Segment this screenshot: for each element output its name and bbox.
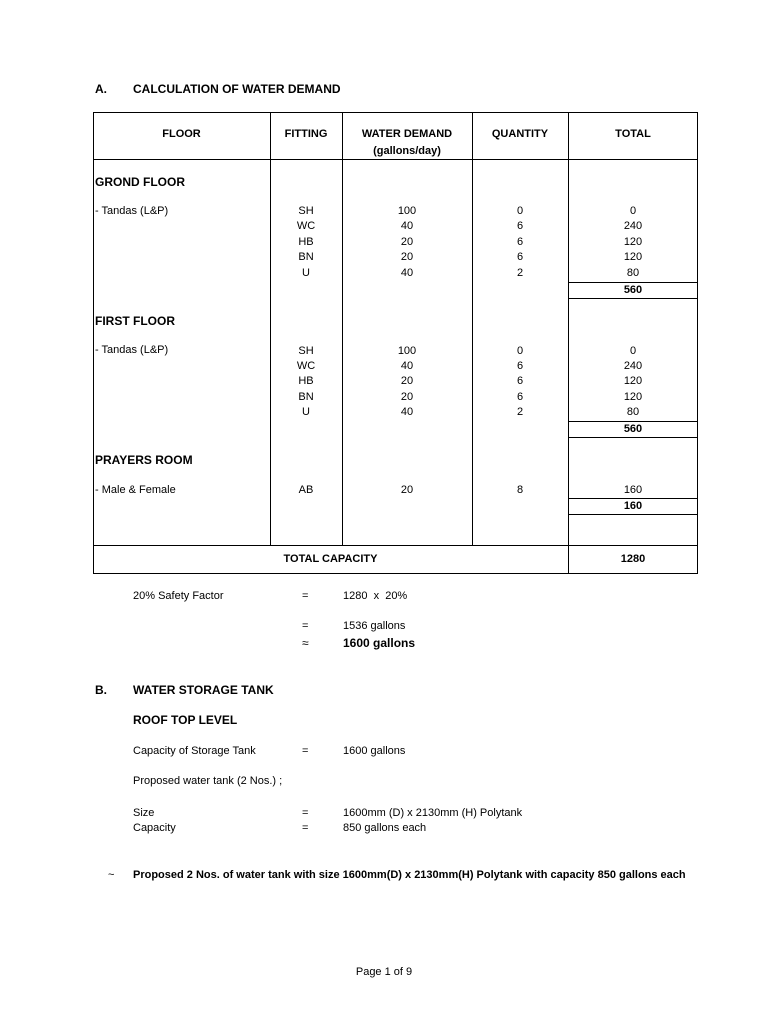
fitting-cell: HB	[298, 236, 314, 248]
total-cell: 80	[626, 406, 640, 418]
conclusion-text: Proposed 2 Nos. of water tank with size 1600mm(D) x 2130mm(H) Polytank with capacity 850 gallons each	[133, 869, 686, 881]
qty-cell: 6	[516, 220, 524, 232]
col-divider-fitting	[270, 112, 271, 546]
group-item-label: - Tandas (L&P)	[95, 344, 169, 356]
fitting-cell: WC	[296, 220, 316, 232]
subtotal-cell: 560	[623, 423, 643, 435]
total-cell: 120	[623, 251, 643, 263]
header-floor: FLOOR	[162, 128, 201, 140]
total-capacity-label: TOTAL CAPACITY	[283, 553, 378, 565]
group-floor-label: FIRST FLOOR	[95, 314, 175, 328]
header-water-demand-unit: (gallons/day)	[373, 145, 441, 157]
capacity-storage-eq: =	[302, 745, 309, 757]
qty-cell: 6	[516, 236, 524, 248]
proposed-tank-text: Proposed water tank (2 Nos.) ;	[133, 775, 283, 787]
qty-cell: 0	[516, 205, 524, 217]
group-floor-label: PRAYERS ROOM	[95, 453, 193, 467]
demand-cell: 40	[400, 406, 414, 418]
safety-eq-1: =	[302, 590, 309, 602]
total-cell: 240	[623, 220, 643, 232]
fitting-cell: SH	[298, 345, 314, 357]
group-item-label: - Tandas (L&P)	[95, 205, 169, 217]
total-cell: 120	[623, 236, 643, 248]
fitting-cell: AB	[298, 484, 314, 496]
fitting-cell: SH	[298, 205, 314, 217]
safety-approx: ≈	[302, 636, 309, 650]
header-fitting: FITTING	[284, 128, 328, 140]
subtotal-line-top-3	[568, 498, 698, 499]
header-total: TOTAL	[615, 128, 651, 140]
total-cell: 0	[629, 205, 637, 217]
subtotal-line-top-1	[568, 282, 698, 283]
demand-cell: 100	[397, 205, 417, 217]
total-cell: 160	[623, 484, 643, 496]
total-capacity-value: 1280	[620, 553, 646, 565]
total-cell: 120	[623, 391, 643, 403]
qty-cell: 6	[516, 375, 524, 387]
size-eq: =	[302, 807, 309, 819]
conclusion-bullet: ~	[108, 869, 115, 881]
fitting-cell: BN	[298, 251, 314, 263]
fitting-cell: U	[302, 267, 310, 279]
header-water-demand: WATER DEMAND	[361, 128, 453, 140]
group-item-label: - Male & Female	[95, 484, 176, 496]
qty-cell: 6	[516, 360, 524, 372]
safety-factor-label: 20% Safety Factor	[133, 590, 224, 602]
demand-cell: 40	[400, 220, 414, 232]
demand-cell: 20	[400, 251, 414, 263]
qty-cell: 2	[516, 406, 524, 418]
capacity-storage-label: Capacity of Storage Tank	[133, 745, 256, 757]
col-divider-demand	[342, 112, 343, 546]
safety-eq-2: =	[302, 620, 309, 632]
subtotal-line-bottom-1	[568, 298, 698, 299]
section-a-title: CALCULATION OF WATER DEMAND	[133, 82, 341, 96]
section-a-letter: A.	[95, 82, 107, 96]
fitting-cell: HB	[298, 375, 314, 387]
subtotal-line-bottom-3	[568, 514, 698, 515]
demand-cell: 40	[400, 360, 414, 372]
demand-cell: 100	[397, 345, 417, 357]
total-cell: 240	[623, 360, 643, 372]
capacity-eq: =	[302, 822, 309, 834]
size-label: Size	[133, 807, 155, 819]
qty-cell: 6	[516, 251, 524, 263]
subtotal-cell: 560	[623, 284, 643, 296]
total-cell: 120	[623, 375, 643, 387]
section-b-title: WATER STORAGE TANK	[133, 683, 274, 697]
demand-cell: 20	[400, 391, 414, 403]
fitting-cell: WC	[296, 360, 316, 372]
safety-rounded: 1600 gallons	[343, 636, 416, 650]
total-cell: 80	[626, 267, 640, 279]
header-quantity: QUANTITY	[491, 128, 549, 140]
demand-cell: 20	[400, 484, 414, 496]
subtotal-line-top-2	[568, 421, 698, 422]
total-cell: 0	[629, 345, 637, 357]
subtotal-cell: 160	[623, 500, 643, 512]
total-row-divider	[93, 545, 698, 546]
fitting-cell: BN	[298, 391, 314, 403]
qty-cell: 8	[516, 484, 524, 496]
subtotal-line-bottom-2	[568, 437, 698, 438]
demand-cell: 20	[400, 236, 414, 248]
capacity-label: Capacity	[133, 822, 176, 834]
safety-formula: 1280 x 20%	[343, 590, 408, 602]
roof-top-level-heading: ROOF TOP LEVEL	[133, 713, 238, 727]
capacity-storage-value: 1600 gallons	[343, 745, 406, 757]
page-number: Page 1 of 9	[355, 966, 413, 978]
col-divider-qty	[472, 112, 473, 546]
group-floor-label: GROND FLOOR	[95, 175, 185, 189]
qty-cell: 2	[516, 267, 524, 279]
demand-cell: 40	[400, 267, 414, 279]
qty-cell: 0	[516, 345, 524, 357]
capacity-value: 850 gallons each	[343, 822, 427, 834]
section-b-letter: B.	[95, 683, 107, 697]
header-divider	[93, 159, 698, 160]
fitting-cell: U	[302, 406, 310, 418]
demand-cell: 20	[400, 375, 414, 387]
size-value: 1600mm (D) x 2130mm (H) Polytank	[343, 807, 523, 819]
safety-result: 1536 gallons	[343, 620, 406, 632]
qty-cell: 6	[516, 391, 524, 403]
